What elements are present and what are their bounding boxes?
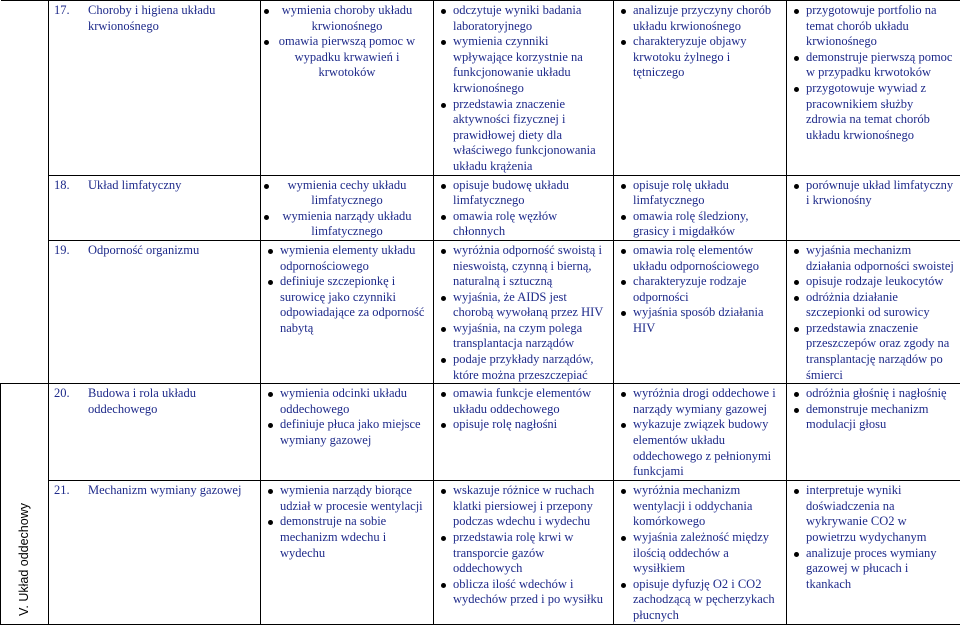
requirement-item: wyjaśnia mechanizm działania odporności swoistej — [792, 243, 955, 274]
requirements-list — [439, 483, 608, 608]
requirement-item: wyjaśnia sposób działania HIV — [619, 305, 781, 336]
requirements-list — [792, 386, 955, 433]
table-row — [1, 481, 960, 624]
topic-cell — [49, 240, 261, 383]
requirement-item: omawia rolę śledziony, grasicy i migdałków — [619, 209, 781, 240]
requirements-cell-level-1 — [261, 175, 434, 240]
requirements-cell-level-3 — [614, 1, 787, 176]
requirement-item: oblicza ilość wdechów i wydechów przed i po wysiłku — [439, 577, 608, 608]
topic-cell — [49, 175, 261, 240]
requirement-item: wymienia czynniki wpływające korzystnie na funkcjonowanie układu krwionośnego — [439, 34, 608, 96]
requirement-item: charakteryzuje rodzaje odporności — [619, 274, 781, 305]
lesson-topic: Budowa i rola układu oddechowego — [88, 386, 255, 417]
requirements-list — [439, 386, 608, 433]
requirement-item: odczytuje wyniki badania laboratoryjnego — [439, 3, 608, 34]
requirements-list — [619, 3, 781, 81]
requirements-list — [266, 386, 428, 448]
requirements-cell-level-1 — [261, 240, 434, 383]
requirements-list — [619, 483, 781, 623]
requirements-cell-level-3 — [614, 384, 787, 481]
requirements-cell-level-4 — [787, 1, 960, 176]
topic-cell — [49, 481, 261, 624]
requirements-list — [439, 178, 608, 240]
table-row — [1, 240, 960, 383]
requirements-cell-level-3 — [614, 481, 787, 624]
requirement-item: przedstawia rolę krwi w transporcie gazów oddechowych — [439, 530, 608, 577]
requirements-cell-level-3 — [614, 175, 787, 240]
requirements-list — [792, 483, 955, 592]
requirements-list — [619, 243, 781, 337]
requirement-item: demonstruje na sobie mechanizm wdechu i wydechu — [266, 514, 428, 561]
requirement-item: opisuje rodzaje leukocytów — [792, 274, 955, 290]
requirement-item: demonstruje pierwszą pomoc w przypadku krwotoków — [792, 50, 955, 81]
requirement-item: wyjaśnia zależność między ilością oddechów a wysiłkiem — [619, 530, 781, 577]
requirement-item: definiuje szczepionkę i surowicę jako czynniki odpowiadające za odporność nabytą — [266, 274, 428, 336]
requirement-item: przygotowuje wywiad z pracownikiem służby zdrowia na temat chorób układu krwionośnego — [792, 81, 955, 143]
requirements-cell-level-4 — [787, 481, 960, 624]
section-label: V. Układ oddechowy — [17, 503, 33, 616]
lesson-topic: Odporność organizmu — [88, 243, 199, 259]
lesson-number: 21. — [54, 483, 88, 499]
requirement-item: omawia funkcje elementów układu oddechowego — [439, 386, 608, 417]
requirements-list — [792, 178, 955, 209]
requirements-cell-level-2 — [434, 240, 614, 383]
requirement-item: odróżnia działanie szczepionki od surowicy — [792, 290, 955, 321]
requirements-cell-level-3 — [614, 240, 787, 383]
requirements-cell-level-2 — [434, 1, 614, 176]
requirements-cell-level-4 — [787, 175, 960, 240]
requirements-list — [792, 243, 955, 383]
requirement-item: definiuje płuca jako miejsce wymiany gazowej — [266, 417, 428, 448]
requirements-cell-level-2 — [434, 384, 614, 481]
requirements-list — [266, 3, 428, 81]
requirement-item: wymienia narządy układu limfatycznego — [266, 209, 428, 240]
requirements-cell-level-1 — [261, 384, 434, 481]
topic-cell — [49, 384, 261, 481]
lesson-number: 19. — [54, 243, 88, 259]
requirements-cell-level-2 — [434, 481, 614, 624]
table-row — [1, 175, 960, 240]
requirement-item: wyróżnia odporność swoistą i nieswoistą, czynną i bierną, naturalną i sztuczną — [439, 243, 608, 290]
lesson-topic: Układ limfatyczny — [88, 178, 181, 194]
requirement-item: opisuje rolę układu limfatycznego — [619, 178, 781, 209]
requirement-item: wymienia odcinki układu oddechowego — [266, 386, 428, 417]
requirement-item: charakteryzuje objawy krwotoku żylnego i tętniczego — [619, 34, 781, 81]
lesson-number: 17. — [54, 3, 88, 34]
requirement-item: opisuje budowę układu limfatycznego — [439, 178, 608, 209]
requirements-list — [266, 243, 428, 337]
requirement-item: odróżnia głośnię i nagłośnię — [792, 386, 955, 402]
requirements-list — [439, 243, 608, 383]
requirements-list — [266, 483, 428, 561]
table-row — [1, 1, 960, 176]
requirements-list — [619, 178, 781, 240]
requirement-item: wyjaśnia, na czym polega transplantacja narządów — [439, 321, 608, 352]
requirement-item: interpretuje wyniki doświadczenia na wykrywanie CO2 w powietrzu wydychanym — [792, 483, 955, 545]
lesson-number: 20. — [54, 386, 88, 417]
section-cell-empty — [1, 1, 49, 384]
section-cell — [1, 384, 49, 624]
requirement-item: wymienia narządy biorące udział w procesie wentylacji — [266, 483, 428, 514]
requirements-list — [792, 3, 955, 143]
requirement-item: wymienia elementy układu odpornościowego — [266, 243, 428, 274]
requirements-cell-level-2 — [434, 175, 614, 240]
requirement-item: wykazuje związek budowy elementów układu oddechowego z pełnionymi funkcjami — [619, 417, 781, 479]
requirement-item: przedstawia znaczenie aktywności fizycznej i prawidłowej diety dla właściwego funkcjonowania układu krążenia — [439, 97, 608, 175]
requirement-item: wyjaśnia, że AIDS jest chorobą wywołaną przez HIV — [439, 290, 608, 321]
requirement-item: omawia rolę węzłów chłonnych — [439, 209, 608, 240]
requirement-item: opisuje rolę nagłośni — [439, 417, 608, 433]
topic-cell — [49, 1, 261, 176]
requirement-item: wymienia cechy układu limfatycznego — [266, 178, 428, 209]
requirement-item: porównuje układ limfatyczny i krwionośny — [792, 178, 955, 209]
lesson-number: 18. — [54, 178, 88, 194]
requirements-list — [439, 3, 608, 175]
requirement-item: wymienia choroby układu krwionośnego — [266, 3, 428, 34]
requirements-list — [619, 386, 781, 480]
requirement-item: opisuje dyfuzję O2 i CO2 zachodzącą w pęcherzykach płucnych — [619, 577, 781, 624]
requirement-item: wyróżnia mechanizm wentylacji i oddychania komórkowego — [619, 483, 781, 530]
requirements-cell-level-4 — [787, 384, 960, 481]
requirement-item: omawia rolę elementów układu odpornościowego — [619, 243, 781, 274]
requirement-item: wskazuje różnice w ruchach klatki piersiowej i przepony podczas wdechu i wydechu — [439, 483, 608, 530]
requirement-item: przedstawia znaczenie przeszczepów oraz zgody na transplantację narządów po śmierci — [792, 321, 955, 383]
requirement-item: omawia pierwszą pomoc w wypadku krwawień i krwotoków — [266, 34, 428, 81]
requirements-list — [266, 178, 428, 240]
requirements-cell-level-1 — [261, 481, 434, 624]
requirements-cell-level-1 — [261, 1, 434, 176]
lesson-topic: Choroby i higiena układu krwionośnego — [88, 3, 255, 34]
requirement-item: wyróżnia drogi oddechowe i narządy wymiany gazowej — [619, 386, 781, 417]
requirement-item: analizuje przyczyny chorób układu krwionośnego — [619, 3, 781, 34]
requirement-item: przygotowuje portfolio na temat chorób układu krwionośnego — [792, 3, 955, 50]
requirement-item: podaje przykłady narządów, które można przeszczepiać — [439, 352, 608, 383]
requirement-item: demonstruje mechanizm modulacji głosu — [792, 402, 955, 433]
table-row — [1, 384, 960, 481]
requirements-cell-level-4 — [787, 240, 960, 383]
requirement-item: analizuje proces wymiany gazowej w płucach i tkankach — [792, 546, 955, 593]
lesson-topic: Mechanizm wymiany gazowej — [88, 483, 241, 499]
